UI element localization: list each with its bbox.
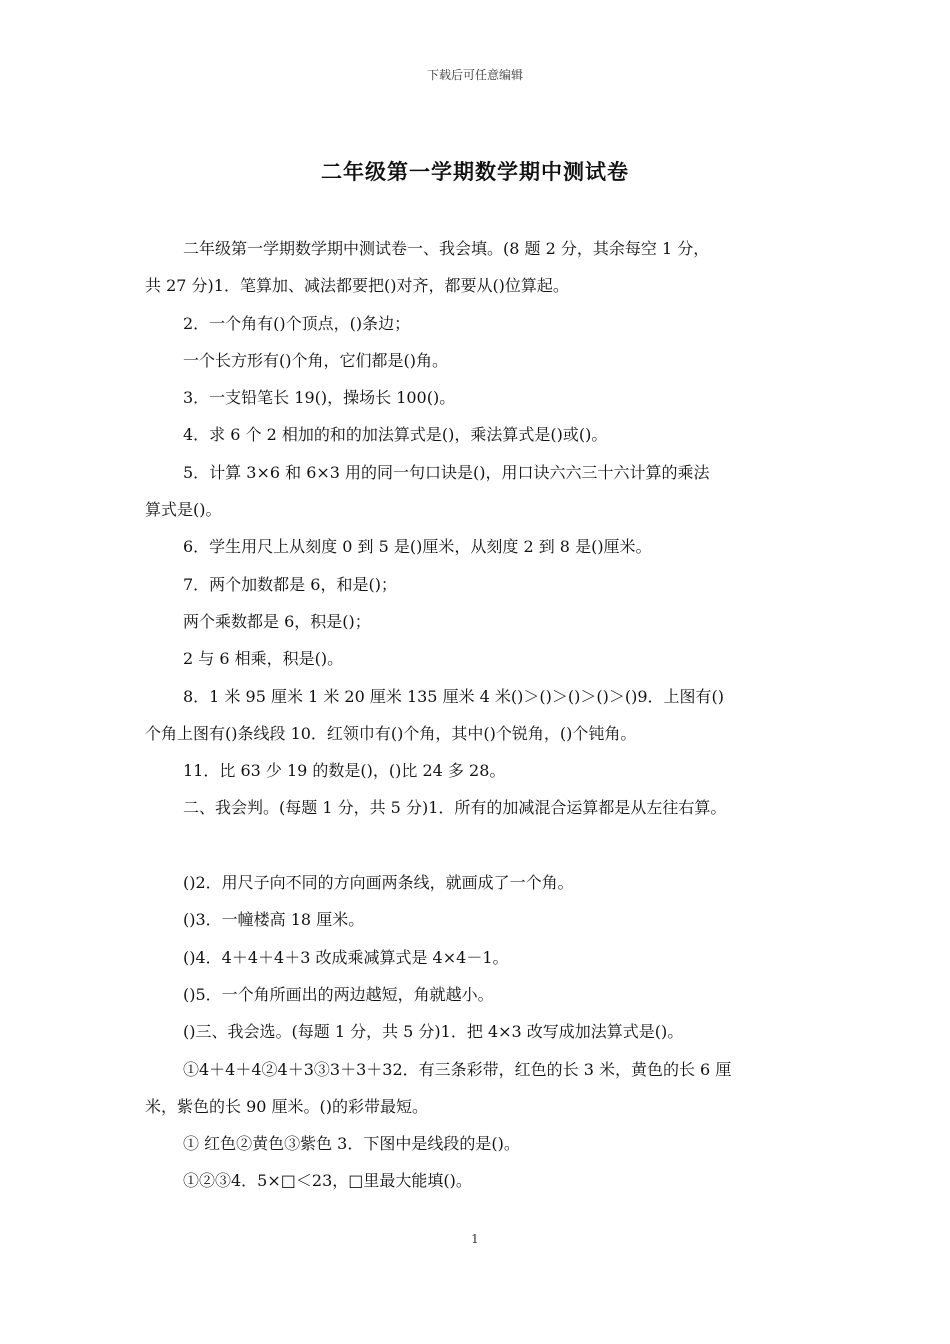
text-line: 两个乘数都是 6，积是()； [183, 611, 371, 631]
text-line: 个角上图有()条线段 10．红领巾有()个角，其中()个锐角，()个钝角。 [145, 723, 637, 743]
text-line: 2 与 6 相乘，积是()。 [183, 649, 344, 669]
page-header-note: 下载后可任意编辑 [426, 68, 523, 82]
text-line: 一个长方形有()个角，它们都是()角。 [183, 350, 448, 370]
blank-spacer [145, 827, 815, 864]
text-line: ①②③4．5×□＜23，□里最大能填()。 [183, 1171, 472, 1191]
text-line: ()2．用尺子向不同的方向画两条线，就画成了一个角。 [183, 873, 574, 893]
text-line: 二年级第一学期数学期中测试卷一、我会填。(8 题 2 分，其余每空 1 分， [183, 239, 710, 258]
text-line: 7．两个加数都是 6，和是()； [183, 574, 397, 594]
text-line: 6．学生用尺上从刻度 0 到 5 是()厘米，从刻度 2 到 8 是()厘米。 [183, 537, 652, 557]
text-line: 2．一个角有()个顶点，()条边； [183, 313, 411, 333]
text-line: ()5．一个角所画出的两边越短，角就越小。 [183, 984, 494, 1004]
page-number: 1 [471, 1232, 479, 1246]
text-line: 米，紫色的长 90 厘米。()的彩带最短。 [145, 1096, 429, 1116]
text-line: ①4＋4＋4②4＋3③3＋3＋32．有三条彩带，红色的长 3 米，黄色的长 6 厘 [183, 1059, 732, 1079]
text-line: ① 红色②黄色③紫色 3．下图中是线段的是()。 [183, 1134, 520, 1154]
text-line: 共 27 分)1．笔算加、减法都要把()对齐，都要从()位算起。 [145, 276, 569, 296]
text-line: 4．求 6 个 2 相加的和的加法算式是()，乘法算式是()或()。 [183, 425, 608, 445]
text-line: 算式是()。 [145, 500, 222, 520]
text-line: 二、我会判。(每题 1 分，共 5 分)1．所有的加减混合运算都是从左往右算。 [183, 798, 727, 818]
text-line: 8．1 米 95 厘米 1 米 20 厘米 135 厘米 4 米()＞()＞()＞()＞()9．上图有() [183, 686, 725, 706]
text-line: 3．一支铅笔长 19()，操场长 100()。 [183, 388, 456, 408]
document-title: 二年级第一学期数学期中测试卷 [321, 159, 629, 184]
document-body [145, 230, 815, 1200]
text-line: 11．比 63 少 19 的数是()，()比 24 多 28。 [183, 761, 506, 781]
text-line: ()3．一幢楼高 18 厘米。 [183, 910, 365, 930]
text-line: 5．计算 3×6 和 6×3 用的同一句口诀是()，用口诀六六三十六计算的乘法 [183, 462, 710, 482]
text-line: ()三、我会选。(每题 1 分，共 5 分)1．把 4×3 改写成加法算式是()。 [183, 1022, 684, 1042]
text-line: ()4．4＋4＋4＋3 改成乘减算式是 4×4－1。 [183, 947, 509, 967]
